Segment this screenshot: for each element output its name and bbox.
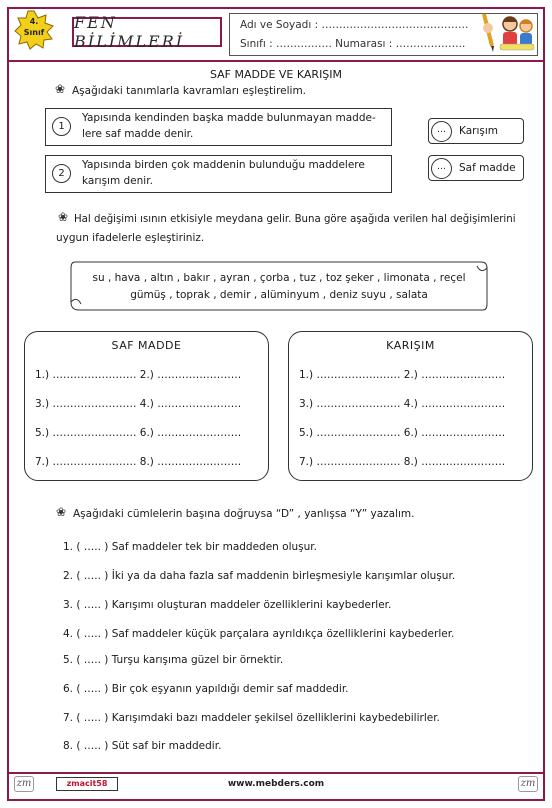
- question-item[interactable]: 6. ( ….. ) Bir çok eşyanın yapıldığı demir saf maddedir.: [63, 683, 349, 695]
- definition-text: karışım denir.: [82, 175, 153, 187]
- definition-box-2: [45, 155, 392, 193]
- question-item[interactable]: 5. ( ….. ) Turşu karışıma güzel bir örnektir.: [63, 654, 284, 666]
- karisim-box: [288, 331, 533, 481]
- section2-instruction: Hal değişimi ısının etkisiyle meydana gelir. Buna göre aşağıda verilen hal değişimlerini: [74, 214, 516, 225]
- section2-instruction-cont: uygun ifadelerle eşleştiriniz.: [56, 232, 205, 244]
- name-field[interactable]: Adı ve Soyadı : ……………………………………: [240, 19, 469, 31]
- answer-row[interactable]: 5.) …………………… 6.) ……………………: [35, 427, 242, 439]
- section3-instruction: Aşağıdaki cümlelerin başına doğruysa “D” , yanlışsa “Y” yazalım.: [73, 508, 415, 520]
- header-divider: [9, 60, 543, 62]
- question-item[interactable]: 8. ( ….. ) Süt saf bir maddedir.: [63, 740, 222, 752]
- answer-blank[interactable]: …: [431, 121, 452, 142]
- question-item[interactable]: 2. ( ….. ) İki ya da daha fazla saf maddenin birleşmesiyle karışımlar oluşur.: [63, 570, 456, 582]
- grade-label: Sınıf: [23, 28, 45, 37]
- word-bank-line-2: gümüş , toprak , demir , alüminyum , deniz suyu , salata: [130, 289, 428, 301]
- subject-title-box: [72, 13, 222, 51]
- definition-box-1: [45, 108, 392, 146]
- answer-row[interactable]: 3.) …………………… 4.) ……………………: [299, 398, 506, 410]
- category-title: SAF MADDE: [111, 339, 182, 352]
- word-bank-scroll: [67, 258, 491, 314]
- author-tag: zmacit58: [56, 777, 118, 791]
- answer-row[interactable]: 5.) …………………… 6.) ……………………: [299, 427, 506, 439]
- grade-number: 4.: [29, 17, 39, 26]
- question-item[interactable]: 1. ( ….. ) Saf maddeler tek bir maddeden oluşur.: [63, 541, 317, 553]
- definition-text: lere saf madde denir.: [82, 128, 194, 140]
- flower-bullet-icon: ❀: [55, 82, 66, 96]
- definition-text: Yapısında birden çok maddenin bulunduğu maddelere: [82, 159, 365, 171]
- scroll-frame-icon: [67, 258, 491, 314]
- definition-number: 1: [52, 117, 71, 136]
- answer-row[interactable]: 1.) …………………… 2.) ……………………: [35, 369, 242, 381]
- section1-instruction: Aşağıdaki tanımlarla kavramları eşleştirelim.: [72, 85, 307, 97]
- answer-label: Karışım: [459, 125, 498, 137]
- kids-illustration-icon: [478, 10, 536, 54]
- flower-bullet-icon: ❀: [58, 210, 69, 224]
- section-title: SAF MADDE VE KARIŞIM: [209, 68, 343, 81]
- question-item[interactable]: 4. ( ….. ) Saf maddeler küçük parçalara ayrıldıkça özelliklerini kaybederler.: [63, 628, 455, 640]
- subject-title: FEN BİLİMLERİ: [74, 13, 185, 51]
- signature-left: zm: [14, 776, 34, 792]
- grade-badge: [14, 10, 54, 50]
- answer-row[interactable]: 1.) …………………… 2.) ……………………: [299, 369, 506, 381]
- definition-number: 2: [52, 164, 71, 183]
- question-item[interactable]: 7. ( ….. ) Karışımdaki bazı maddeler şekilsel özelliklerini kaybedebilirler.: [63, 712, 440, 724]
- question-item[interactable]: 3. ( ….. ) Karışımı oluşturan maddeler özelliklerini kaybederler.: [63, 599, 392, 611]
- flower-bullet-icon: ❀: [56, 505, 67, 519]
- answer-label: Saf madde: [459, 162, 516, 174]
- answer-blank[interactable]: …: [431, 158, 452, 179]
- category-title: KARIŞIM: [386, 339, 435, 352]
- saf-madde-box: [24, 331, 269, 481]
- answer-row[interactable]: 7.) …………………… 8.) ……………………: [35, 456, 242, 468]
- signature-right: zm: [518, 776, 538, 792]
- answer-box-saf-madde: [428, 155, 524, 181]
- answer-row[interactable]: 7.) …………………… 8.) ……………………: [299, 456, 506, 468]
- class-number-field[interactable]: Sınıfı : ……………. Numarası : ………………..: [240, 38, 466, 50]
- website-link[interactable]: www.mebders.com: [227, 779, 325, 789]
- answer-box-karisim: [428, 118, 524, 144]
- definition-text: Yapısında kendinden başka madde bulunmayan madde-: [82, 112, 376, 124]
- answer-row[interactable]: 3.) …………………… 4.) ……………………: [35, 398, 242, 410]
- footer-divider: [9, 772, 543, 774]
- word-bank-line-1: su , hava , altın , bakır , ayran , çorba , tuz , toz şeker , limonata , reçel: [92, 272, 466, 284]
